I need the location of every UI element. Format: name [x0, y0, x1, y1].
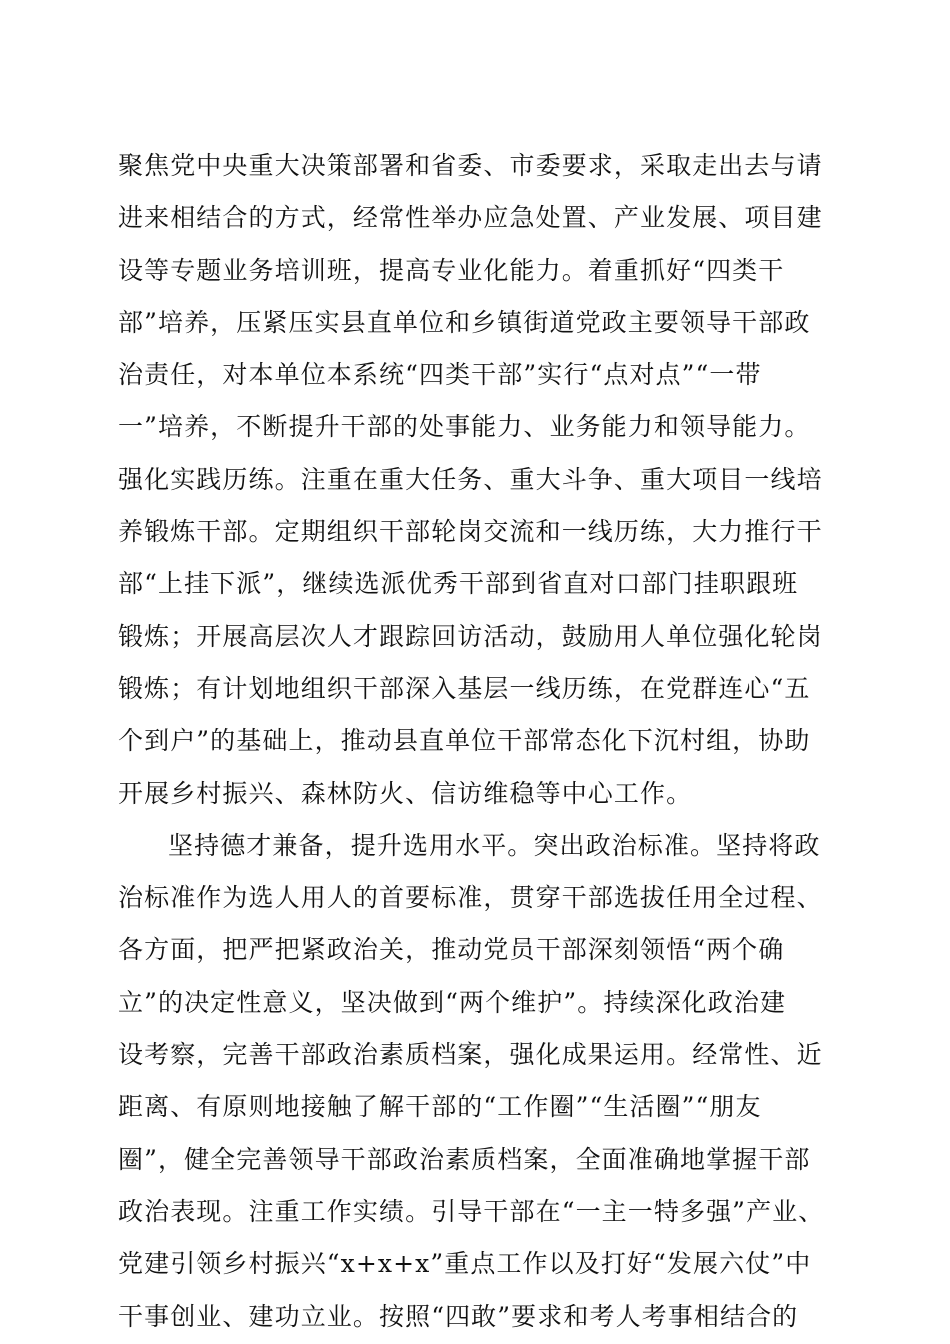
text-line: 各方面，把严把紧政治关，推动党员干部深刻领悟“两个确	[118, 935, 785, 965]
text-line: 政治表现。注重工作实绩。引导干部在“一主一特多强”产业、	[118, 1196, 825, 1226]
text-line: 一”培养，不断提升干部的处事能力、业务能力和领导能力。	[118, 412, 811, 442]
text-line: 治标准作为选人用人的首要标准，贯穿干部选拔任用全过程、	[118, 883, 823, 913]
text-line: 个到户”的基础上，推动县直单位干部常态化下沉村组，协助	[118, 726, 811, 756]
text-line: 圈”，健全完善领导干部政治素质档案，全面准确地掌握干部	[118, 1144, 811, 1174]
text-line: 开展乡村振兴、森林防火、信访维稳等中心工作。	[118, 778, 693, 808]
text-line: 进来相结合的方式，经常性举办应急处置、产业发展、项目建	[118, 203, 823, 233]
text-line: 立”的决定性意义，坚决做到“两个维护”。持续深化政治建	[118, 987, 787, 1017]
text-line: 设考察，完善干部政治素质档案，强化成果运用。经常性、近	[118, 1040, 823, 1070]
text-line: 干事创业、建功立业。按照“四敢”要求和考人考事相结合的	[118, 1301, 799, 1331]
text-line: 设等专题业务培训班，提高专业化能力。着重抓好“四类干	[118, 255, 785, 285]
text-line: 锻炼；开展高层次人才跟踪回访活动，鼓励用人单位强化轮岗	[118, 621, 823, 651]
text-line: 强化实践历练。注重在重大任务、重大斗争、重大项目一线培	[118, 464, 823, 494]
text-line: 部“上挂下派”，继续选派优秀干部到省直对口部门挂职跟班	[118, 569, 799, 599]
text-line: 治责任，对本单位本系统“四类干部”实行“点对点”“一带	[118, 360, 762, 390]
text-line: 锻炼；有计划地组织干部深入基层一线历练，在党群连心“五	[118, 673, 811, 703]
text-line: 聚焦党中央重大决策部署和省委、市委要求，采取走出去与请	[118, 151, 823, 180]
text-line: 距离、有原则地接触了解干部的“工作圈”“生活圈”“朋友	[118, 1092, 762, 1122]
text-line: 党建引领乡村振兴“x+x+x”重点工作以及打好“发展六仗”中	[118, 1249, 812, 1279]
body-text	[118, 140, 838, 1343]
text-line: 养锻炼干部。定期组织干部轮岗交流和一线历练，大力推行干	[118, 517, 823, 547]
text-line: 部”培养，压紧压实县直单位和乡镇街道党政主要领导干部政	[118, 307, 811, 337]
paragraph-start-line: 坚持德才兼备，提升选用水平。突出政治标准。坚持将政	[168, 830, 821, 860]
